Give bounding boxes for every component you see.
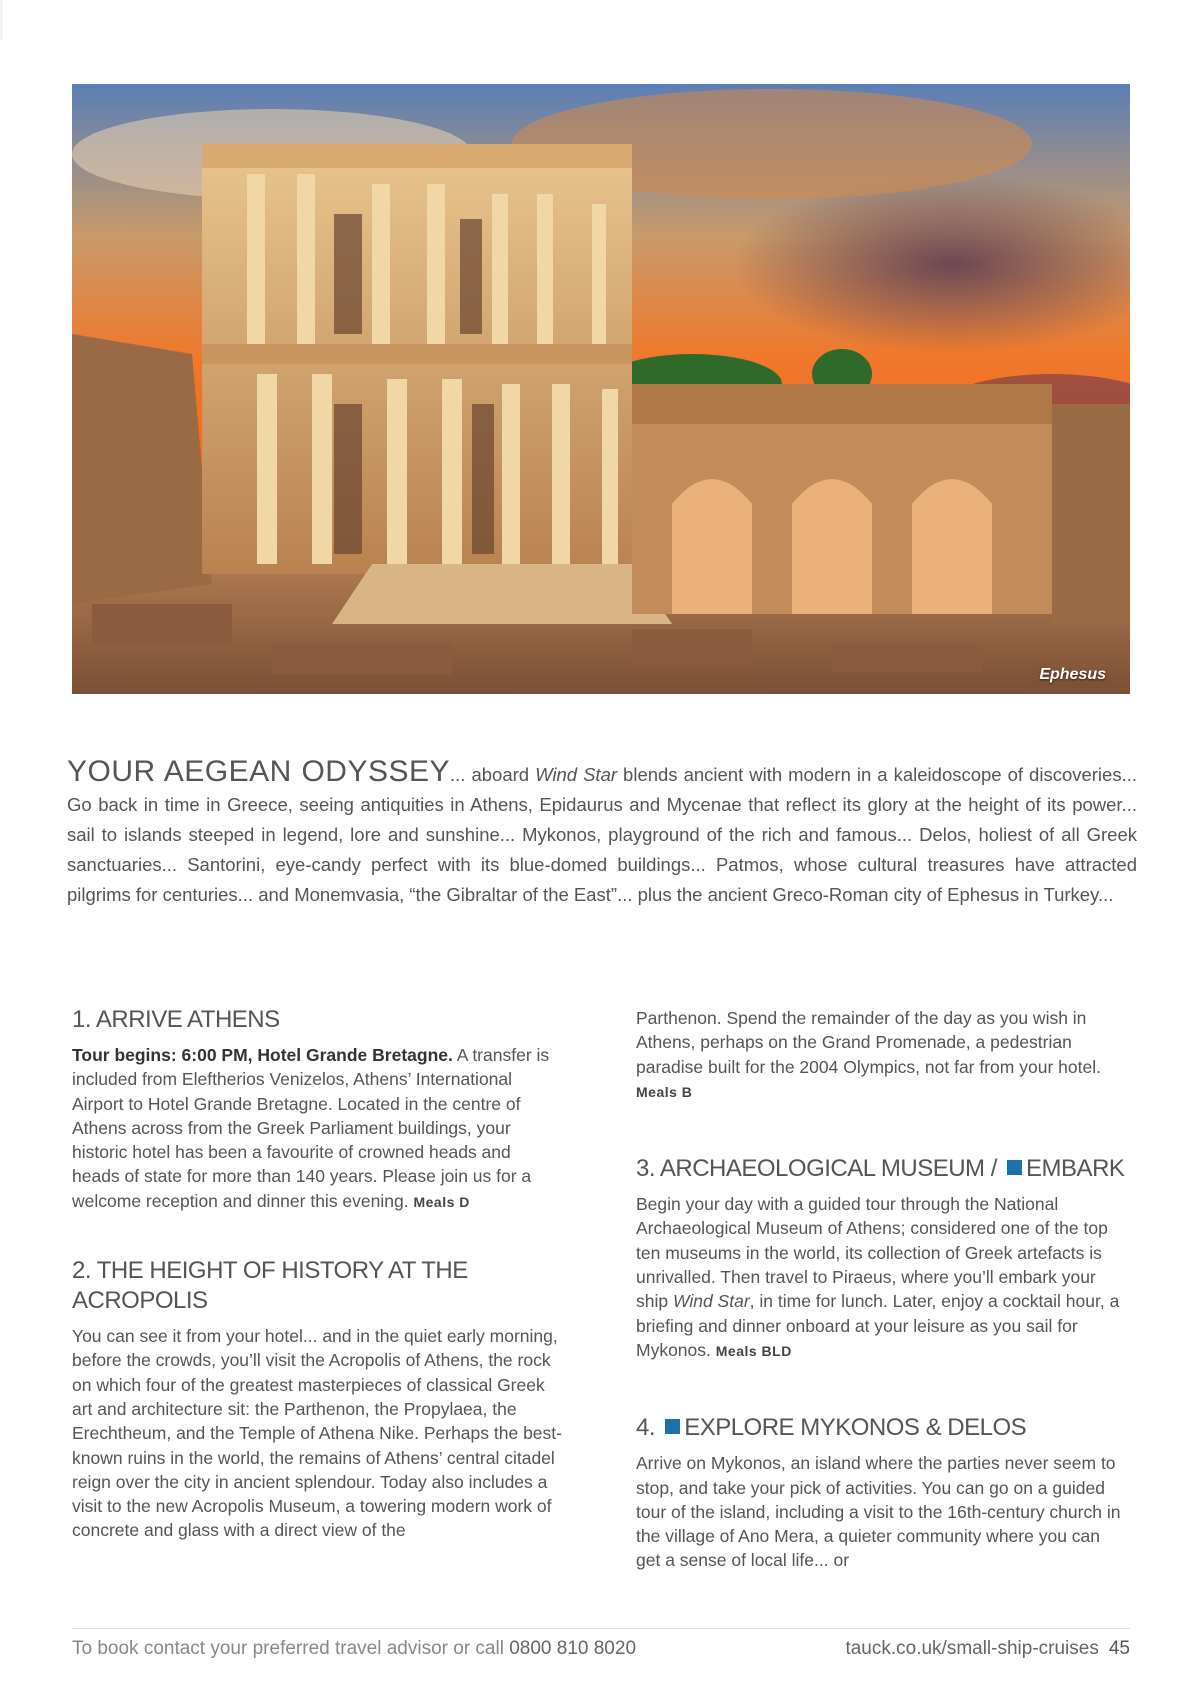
day-2-continued-body: Parthenon. Spend the remainder of the day as you wish in Athens, perhaps on the Grand Promenade, a pedestrian paradise built for the 2004 Olympics, not far from your hotel. xyxy=(636,1008,1101,1077)
day-4-heading-b: EXPLORE MYKONOS & DELOS xyxy=(684,1414,1027,1442)
day-1-start-time: Tour begins: 6:00 PM, Hotel Grande Bretagne. xyxy=(72,1045,453,1065)
day-4-heading-a: 4. xyxy=(636,1414,656,1442)
photo-caption: Ephesus xyxy=(1039,666,1106,683)
page-edge-mark xyxy=(0,0,3,40)
day-3-body-b: , in time for lunch. Later, enjoy a cocktail hour, a briefing and dinner onboard at your leisure as you sail for Mykonos. xyxy=(636,1291,1120,1360)
intro-lead-title: YOUR AEGEAN ODYSSEY xyxy=(67,755,451,788)
intro-text: blends ancient with modern in a kaleidoscope of discoveries... Go back in time in Greece, seeing antiquities in Athens, Epidaurus and Mycenae that reflect its glory at the height of its power... sail to islands steeped in legend, lore and sunshine... Mykonos, playground of the rich and famous... Delos, holiest of all Greek sanctuaries... Santorini, eye-candy perfect with its blue-domed buildings... Patmos, whose cultural treasures have attracted pilgrims for centuries... and Monemvasia, “the Gibraltar of the East”... plus the ancient Greco-Roman city of Ephesus in Turkey... xyxy=(67,764,1138,905)
footer-divider xyxy=(72,1628,1130,1629)
footer-phone-link[interactable]: 0800 810 8020 xyxy=(509,1638,637,1659)
footer-website xyxy=(845,1638,1130,1660)
day-2-text: You can see it from your hotel... and in the quiet early morning, before the crowds, you’ll visit the Acropolis of Athens, the rock on which four of the greatest masterpieces of classical Greek art and architecture sit: the Parthenon, the Propylaea, the Erechtheum, and the Temple of Athena Nike. Perhaps the best-known ruins in the world, the remains of Athens’ central citadel reign over the city in ancient splendour. Today also includes a visit to the new Acropolis Museum, a towering modern work of concrete and glass with a direct view of the xyxy=(72,1326,562,1541)
day-3-heading xyxy=(636,1154,1126,1184)
day-2-continued xyxy=(636,1006,1126,1104)
ship-name: Wind Star xyxy=(535,764,618,785)
blue-square-icon xyxy=(665,1419,680,1434)
left-column xyxy=(72,1005,562,1543)
right-column xyxy=(636,1006,1126,1573)
day-1-text xyxy=(72,1043,562,1214)
page-number: 45 xyxy=(1108,1638,1130,1659)
hero-photo xyxy=(72,84,1130,694)
blue-square-icon xyxy=(1007,1160,1022,1175)
day-4-text: Arrive on Mykonos, an island where the parties never seem to stop, and take your pick of activities. You can go on a guided tour of the island, including a visit to the 16th-century church in the village of Ano Mera, a quieter community where you can get a sense of local life... or xyxy=(636,1453,1121,1571)
day-1-heading: 1. ARRIVE ATHENS xyxy=(72,1006,280,1033)
intro-paragraph xyxy=(67,757,1137,910)
day-1-body: A transfer is included from Eleftherios Venizelos, Athens’ International Airport to Hotel Grande Bretagne. Located in the centre of Athens across from the Greek Parliament buildings, your historic hotel has been a favourite of crowned heads and heads of state for more than 140 years. Please join us for a welcome reception and dinner this evening. xyxy=(72,1045,550,1211)
ephesus-photo xyxy=(72,84,1130,694)
footer-booking-label: To book contact your preferred travel advisor or call xyxy=(72,1638,510,1659)
day-3-heading-a: 3. ARCHAEOLOGICAL MUSEUM / xyxy=(636,1155,997,1183)
day-3-ship-name: Wind Star xyxy=(672,1291,750,1312)
day-3-body-a: Begin your day with a guided tour through the National Archaeological Museum of Athens; considered one of the top ten museums in the world, its collection of Greek artefacts is unrivalled. Then travel to Piraeus, where you’ll embark your ship xyxy=(636,1194,1108,1312)
day-2-meals: Meals B xyxy=(636,1083,693,1100)
day-2-heading: 2. THE HEIGHT OF HISTORY AT THE ACROPOLIS xyxy=(72,1257,468,1315)
footer-booking-text xyxy=(72,1638,636,1660)
footer-url-link[interactable]: tauck.co.uk/small-ship-cruises xyxy=(845,1638,1099,1659)
day-3-text xyxy=(636,1192,1126,1363)
day-3-heading-b: EMBARK xyxy=(1026,1155,1125,1183)
intro-lead-suffix: ... aboard xyxy=(450,764,536,785)
day-3-meals: Meals BLD xyxy=(715,1342,792,1359)
day-4-heading xyxy=(636,1413,1126,1443)
day-1-meals: Meals D xyxy=(413,1193,470,1210)
